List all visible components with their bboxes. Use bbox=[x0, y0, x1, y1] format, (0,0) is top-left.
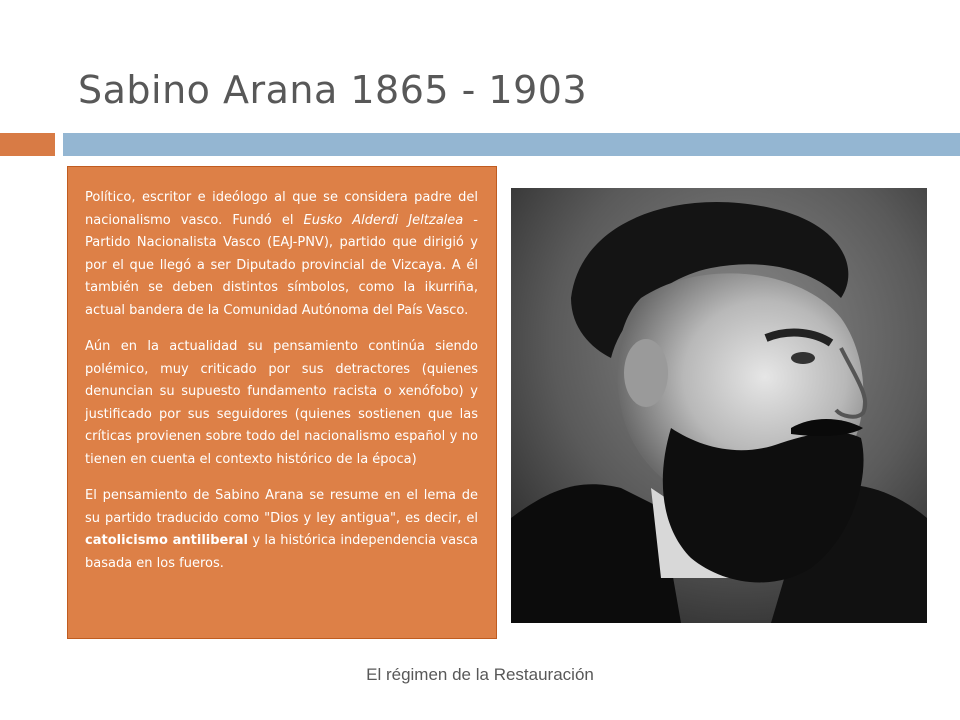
portrait-photo bbox=[511, 188, 927, 623]
accent-bar-orange bbox=[0, 133, 55, 156]
motto-middle-text: ", es decir, el bbox=[389, 510, 478, 526]
catholicism-term: catolicismo antiliberal bbox=[85, 533, 249, 548]
accent-bar-blue bbox=[63, 133, 960, 156]
paragraph-intro bbox=[85, 187, 478, 322]
motto-intro-text: El pensamiento de Sabino Arana se resume en el lema de su partido traducido como " bbox=[85, 488, 478, 526]
intro-text: Político, escritor e ideólogo al que se considera padre del nacionalismo vasco. Fundó el bbox=[85, 190, 478, 228]
text-box bbox=[67, 166, 497, 639]
slide-footer: El régimen de la Restauración bbox=[366, 665, 594, 684]
intro-text-continued: - Partido Nacionalista Vasco (EAJ-PNV), partido que dirigió y por el que llegó a ser Diputado provincial de Vizcaya. A él también se deben distintos símbolos, como la ikurriña, actual bandera de la Comunidad Autónoma del País Vasco. bbox=[85, 212, 478, 318]
motto-closing-text: y la histórica independencia vasca basada en los fueros. bbox=[85, 533, 479, 571]
motto-text: Dios y ley antigua bbox=[270, 510, 390, 526]
portrait-illustration bbox=[511, 188, 927, 623]
party-name: Eusko Alderdi Jeltzalea bbox=[303, 212, 464, 228]
paragraph-controversy: Aún en la actualidad su pensamiento continúa siendo polémico, muy criticado por sus detractores (quienes denuncian su supuesto fundamento racista o xenófobo) y justificado por sus seguidores (quienes sostienen que las críticas provienen sobre todo del nacionalismo español y no tienen en cuenta el contexto histórico de la época) bbox=[85, 339, 478, 467]
paragraph-motto bbox=[85, 485, 478, 575]
slide-title: Sabino Arana 1865 - 1903 bbox=[78, 68, 588, 112]
